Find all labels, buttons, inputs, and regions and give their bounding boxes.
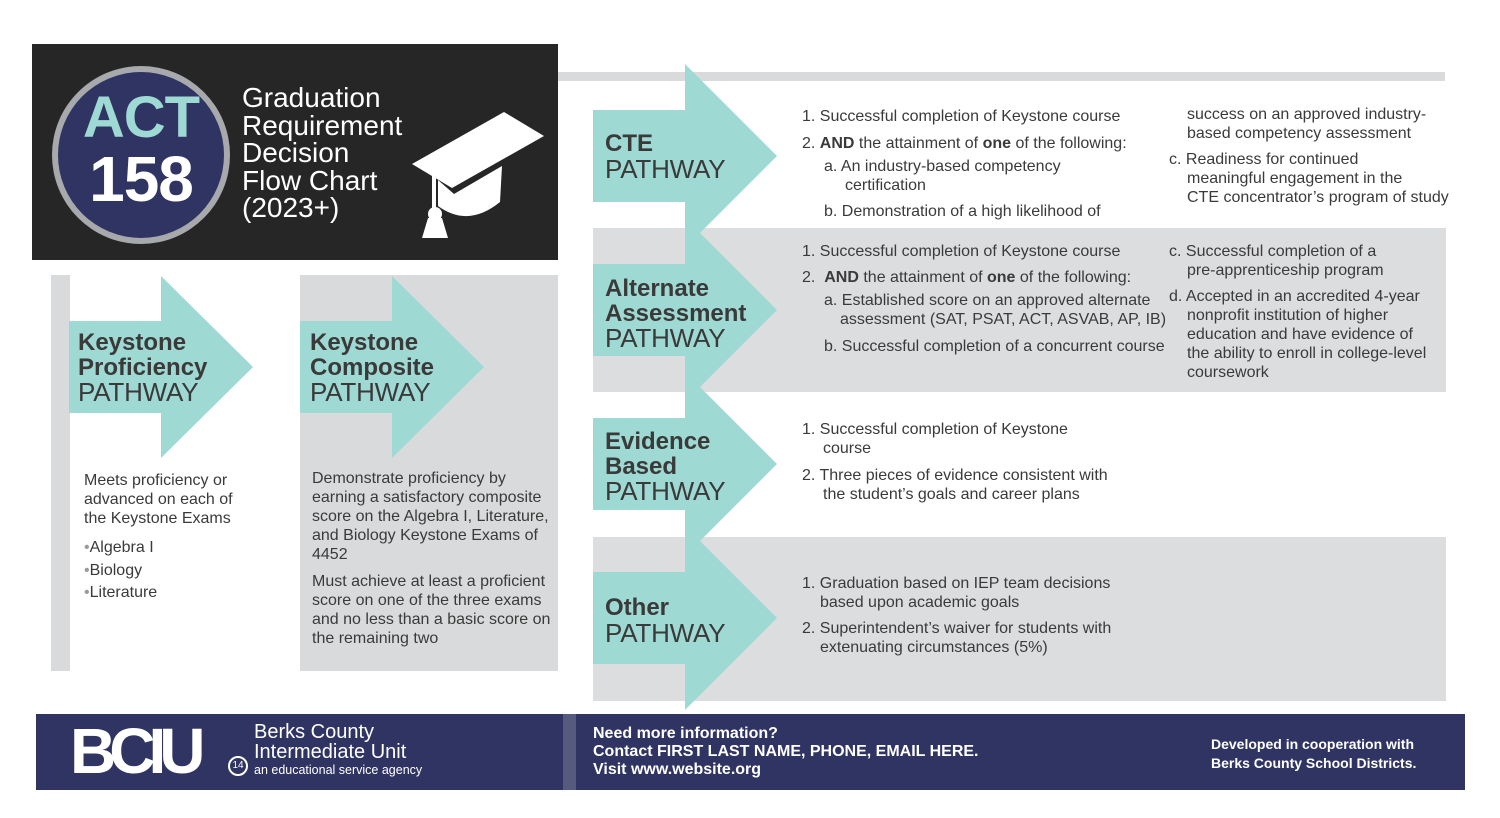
keystone-composite-title <box>310 331 434 405</box>
list-item: meaningful engagement in the <box>1187 170 1403 187</box>
list-item: 2. Three pieces of evidence consistent with <box>802 467 1108 484</box>
list-item: coursework <box>1187 364 1269 381</box>
list-item: 1. Successful completion of Keystone course <box>802 108 1121 125</box>
title-light: PATHWAY <box>605 476 726 506</box>
contact-line: Need more information? <box>593 725 778 742</box>
list-item: assessment (SAT, PSAT, ACT, ASVAB, AP, IB) <box>840 311 1167 328</box>
agency-line: Intermediate Unit <box>254 741 407 763</box>
developed-note <box>1211 735 1416 773</box>
alternate-title <box>605 277 746 351</box>
list-item: success on an approved industry- <box>1187 106 1427 123</box>
list-item: CTE concentrator’s program of study <box>1187 189 1449 206</box>
developed-line: Berks County School Districts. <box>1211 755 1417 771</box>
agency-line: Berks County <box>254 721 375 743</box>
graduation-cap-icon <box>408 110 546 240</box>
list-item: c. Readiness for continued <box>1169 151 1359 168</box>
list-item: •Biology <box>84 561 143 579</box>
title-line: Graduation <box>242 82 381 113</box>
text-line: and Biology Keystone Exams of <box>312 527 538 544</box>
title-light: PATHWAY <box>78 377 199 407</box>
keystone-composite-description <box>312 469 552 656</box>
list-item: c. Successful completion of a <box>1169 243 1377 260</box>
list-item: 2. Superintendent’s waiver for students with <box>802 620 1112 637</box>
bullet-icon: • <box>84 584 90 601</box>
list-item: the ability to enroll in college-level <box>1187 345 1427 362</box>
title-bold: Evidence <box>605 428 711 455</box>
title-bold: Keystone <box>310 329 419 356</box>
list-item: nonprofit institution of higher <box>1187 307 1389 324</box>
title-bold: Other <box>605 594 670 621</box>
text-line: earning a satisfactory composite <box>312 489 542 506</box>
list-item: 1. Graduation based on IEP team decisions <box>802 575 1111 592</box>
keystone-proficiency-description <box>84 471 274 528</box>
developed-line: Developed in cooperation with <box>1211 736 1415 752</box>
list-item: pre-apprenticeship program <box>1187 262 1384 279</box>
list-item: course <box>823 440 872 457</box>
title-bold: Keystone <box>78 329 187 356</box>
title-bold: Proficiency <box>78 353 208 381</box>
list-item: •Literature <box>84 584 158 601</box>
list-item: a. Established score on an approved alternate <box>824 292 1151 309</box>
list-item: 2. AND the attainment of one of the following: <box>802 135 1127 152</box>
list-item: 1. Successful completion of Keystone course <box>802 243 1121 260</box>
list-item: d. Accepted in an accredited 4-year <box>1169 288 1420 305</box>
list-item: based upon academic goals <box>820 594 1020 611</box>
text-line: the Keystone Exams <box>84 510 231 527</box>
title-bold: Composite <box>310 353 435 381</box>
title-light: PATHWAY <box>310 377 431 407</box>
list-item: certification <box>845 177 926 194</box>
other-title <box>605 594 726 648</box>
badge-act-text: ACT <box>82 85 200 150</box>
evidence-title <box>605 430 725 504</box>
list-item: the student’s goals and career plans <box>823 486 1080 503</box>
bciu-logo: BCIU <box>70 715 199 787</box>
title-bold: Alternate <box>605 275 710 302</box>
keystone-proficiency-bar <box>51 275 70 671</box>
text-line: Must achieve at least a proficient <box>312 573 546 590</box>
text-line: score on the Algebra I, Literature, <box>312 508 549 525</box>
list-item: a. An industry-based competency <box>824 158 1061 175</box>
agency-name <box>254 722 422 778</box>
contact-line: Contact FIRST LAST NAME, PHONE, EMAIL HERE. <box>593 743 979 760</box>
cte-title <box>605 130 726 184</box>
list-item: 1. Successful completion of Keystone <box>802 421 1068 438</box>
list-item: b. Demonstration of a high likelihood of <box>824 203 1101 220</box>
title-line: Decision <box>242 137 350 168</box>
list-item: extenuating circumstances (5%) <box>820 639 1048 656</box>
title-light: PATHWAY <box>605 323 726 353</box>
title-bold: CTE <box>605 130 653 157</box>
contact-link[interactable]: Visit www.website.org <box>593 761 762 778</box>
title-line: (2023+) <box>242 192 340 223</box>
title-line: Flow Chart <box>242 164 378 196</box>
text-line: advanced on each of <box>84 491 233 508</box>
bullet-icon: • <box>84 561 90 579</box>
text-line: 4452 <box>312 546 348 563</box>
text-line: score on one of the three exams <box>312 592 542 609</box>
bullet-icon: • <box>84 539 90 556</box>
list-item: •Algebra I <box>84 539 154 556</box>
text-line: the remaining two <box>312 630 439 647</box>
logo-number-badge: 14 <box>228 756 248 776</box>
list-item: education and have evidence of <box>1187 326 1413 343</box>
list-item: b. Successful completion of a concurrent course <box>824 338 1165 355</box>
contact-info <box>593 725 979 779</box>
title-bold: Assessment <box>605 299 747 327</box>
list-item: based competency assessment <box>1187 125 1412 142</box>
text-line: and no less than a basic score on <box>312 611 551 628</box>
keystone-proficiency-title <box>78 331 207 405</box>
title-line: Requirement <box>242 109 403 141</box>
badge-number: 158 <box>89 143 193 215</box>
footer-divider <box>563 714 576 790</box>
text-line: Demonstrate proficiency by <box>312 470 506 487</box>
text-line: Meets proficiency or <box>84 472 228 489</box>
list-item: 2. AND the attainment of one of the following: <box>802 269 1132 286</box>
agency-tagline: an educational service agency <box>254 763 423 777</box>
title-light: PATHWAY <box>605 153 726 184</box>
title-light: PATHWAY <box>605 617 726 648</box>
title-bold: Based <box>605 452 678 480</box>
exam-list <box>84 537 157 605</box>
